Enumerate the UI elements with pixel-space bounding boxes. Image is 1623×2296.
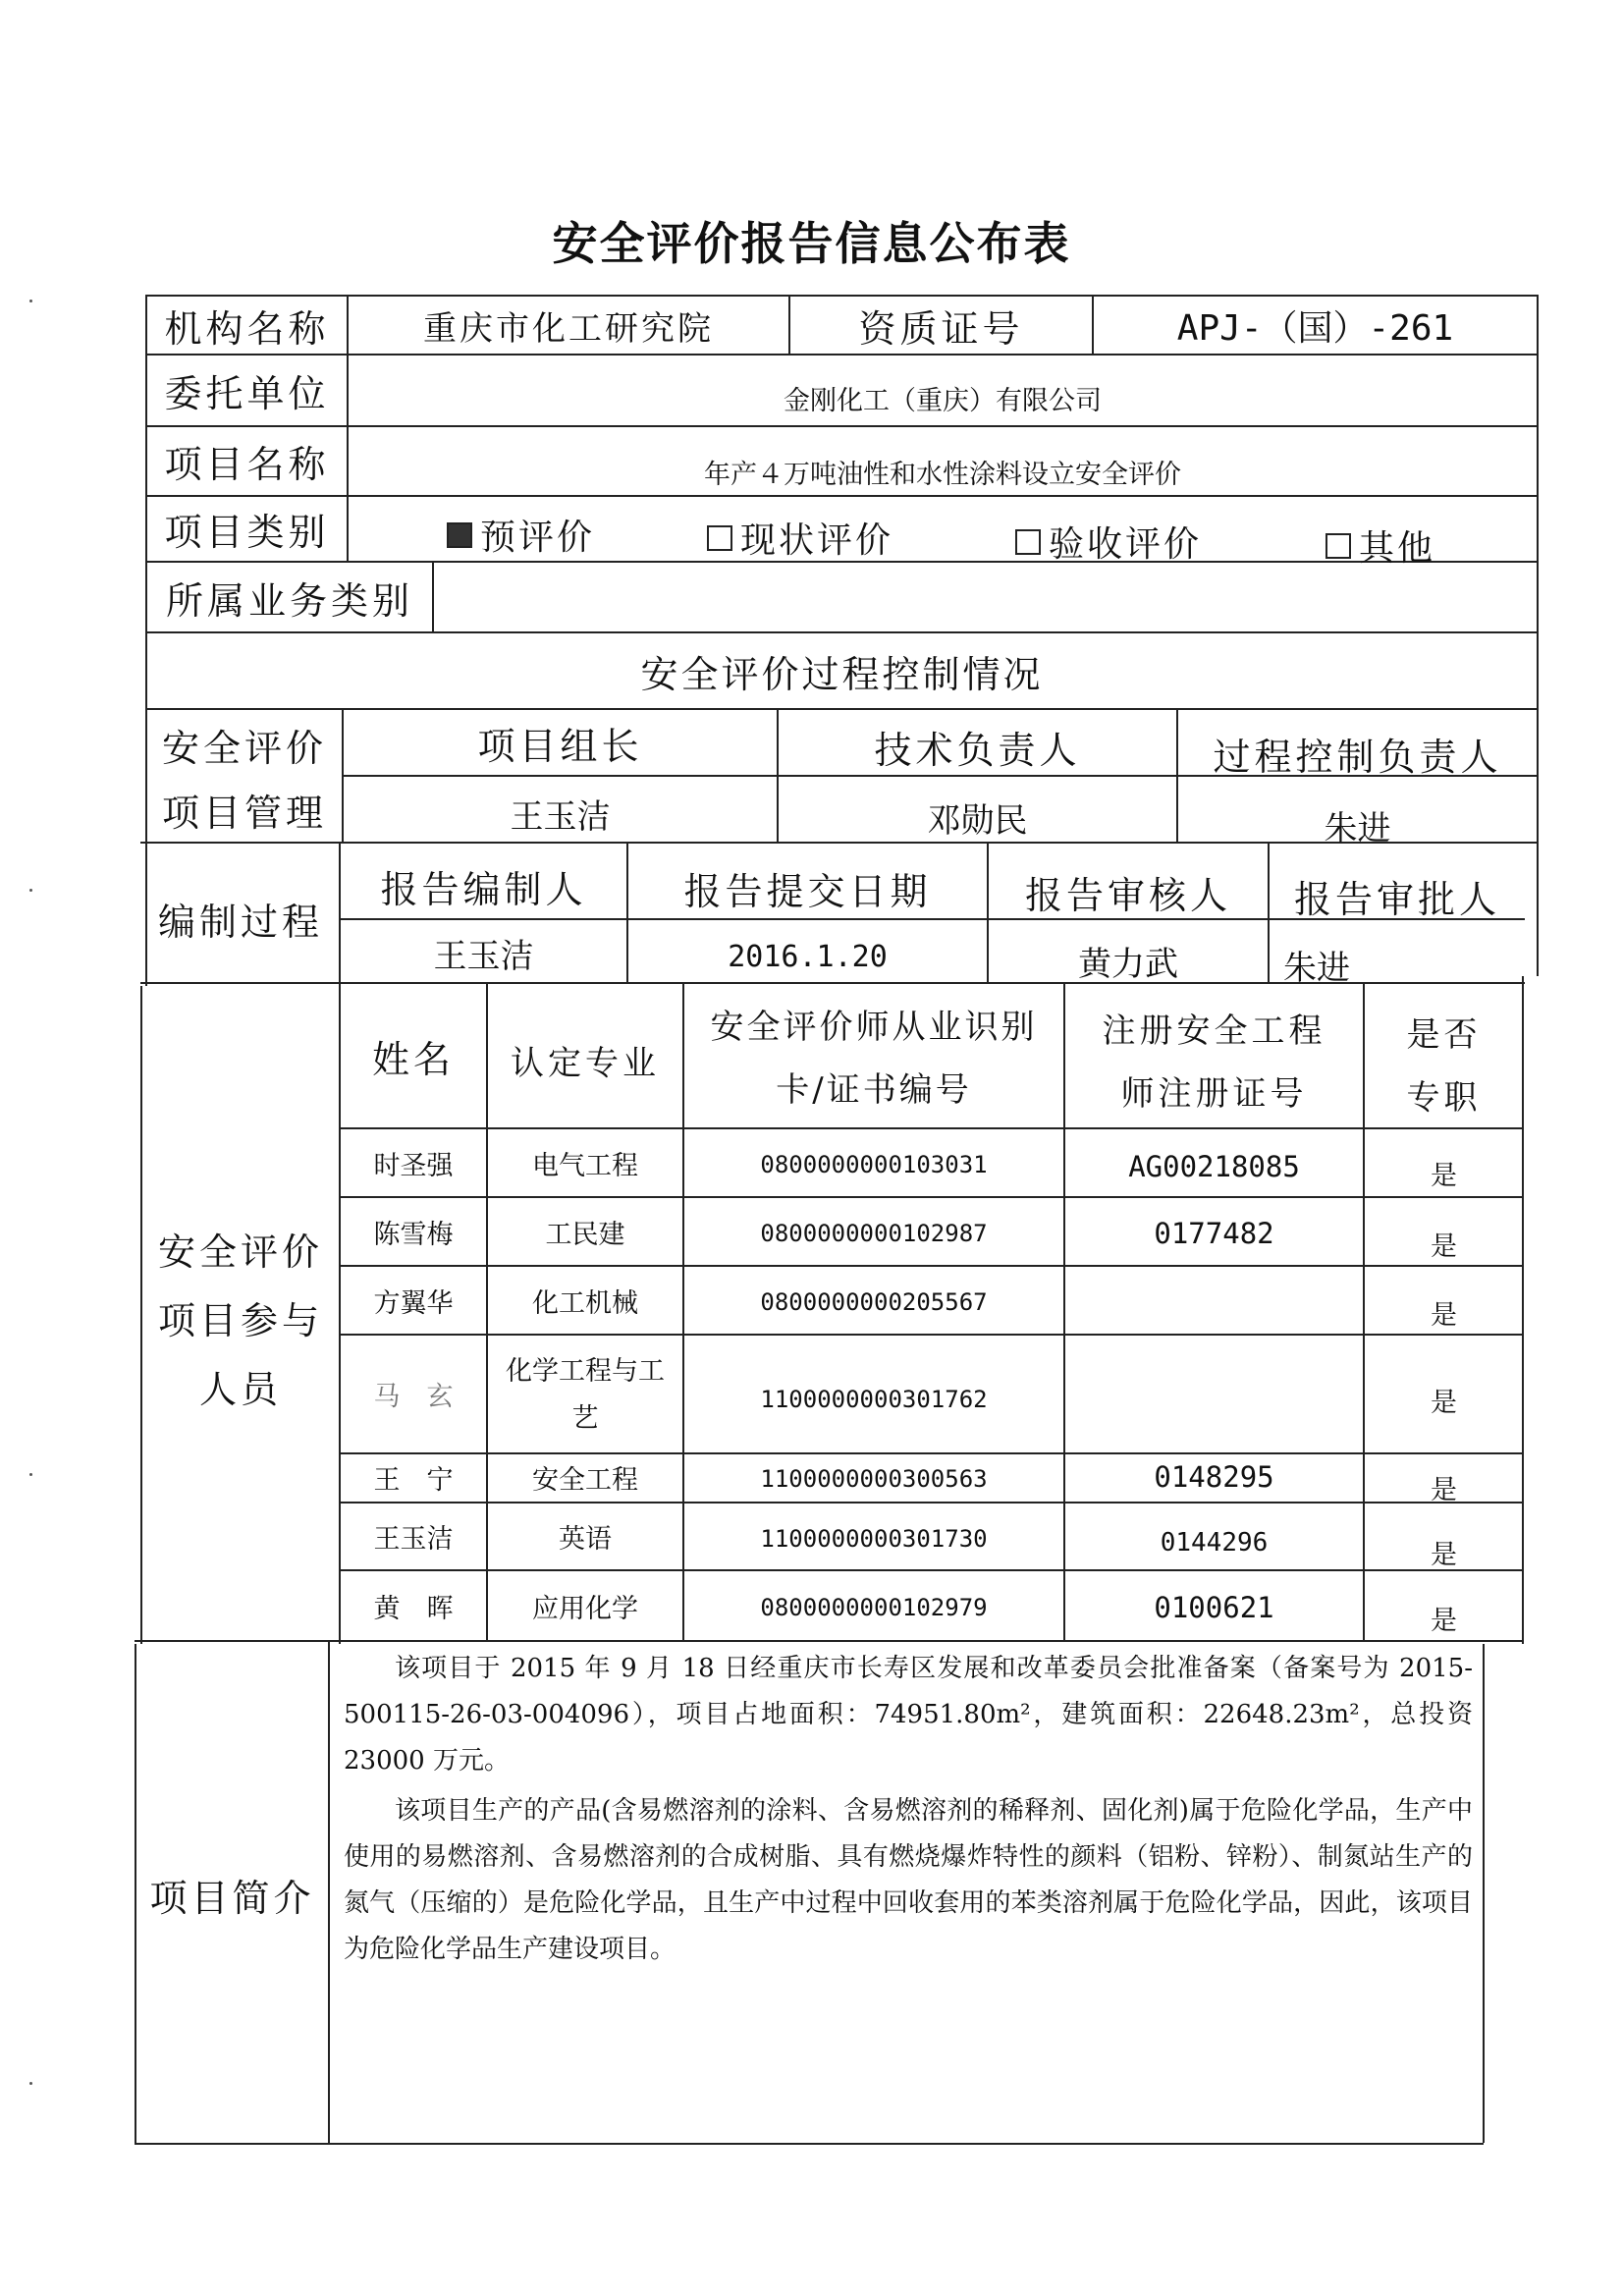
participant-fulltime: 是: [1431, 1299, 1457, 1331]
approver-header: 报告审批人: [1293, 877, 1500, 921]
participant-card: 0800000000102987: [760, 1220, 988, 1247]
checkbox-checked-icon: [447, 522, 472, 548]
participant-card: 1100000000301730: [760, 1524, 988, 1553]
participant-name: 王玉洁: [373, 1524, 454, 1555]
summary-label: 项目简介: [149, 1876, 315, 1920]
process-control-lead-header: 过程控制负责人: [1213, 735, 1502, 779]
project-name-value: 年产４万吨油性和水性涂料设立安全评价: [704, 460, 1181, 490]
participant-card: 0800000000205567: [760, 1288, 988, 1316]
org-name-value: 重庆市化工研究院: [423, 308, 714, 349]
header-card-number: 安全评价师从业识别 卡/证书编号: [710, 1008, 1038, 1110]
submit-date-value: 2016.1.20: [728, 939, 888, 974]
summary-text: [344, 1646, 1473, 1973]
participant-major: 化学工程与工艺: [506, 1356, 665, 1434]
process-control-heading: 安全评价过程控制情况: [640, 652, 1044, 696]
technical-lead-header: 技术负责人: [874, 728, 1081, 772]
header-full-time: 是否 专职: [1406, 1015, 1482, 1118]
technical-lead-value: 邓勋民: [927, 801, 1028, 841]
cert-number-value: APJ-（国）-261: [1176, 307, 1454, 349]
project-name-label: 项目名称: [164, 443, 330, 486]
submit-date-header: 报告提交日期: [683, 869, 932, 913]
participant-reg: 0148295: [1154, 1460, 1274, 1494]
category-option-acceptance-eval[interactable]: 验收评价: [1015, 517, 1202, 567]
process-control-lead-value: 朱进: [1324, 809, 1391, 848]
participant-major: 安全工程: [532, 1464, 638, 1496]
business-type-label: 所属业务类别: [165, 578, 413, 623]
participant-reg: [1065, 1269, 1363, 1336]
participant-reg: AG00218085: [1128, 1150, 1300, 1183]
page-title: 安全评价报告信息公布表: [552, 217, 1071, 270]
category-option-pre-eval[interactable]: 预评价: [447, 510, 595, 560]
participant-major: 工民建: [545, 1219, 625, 1250]
participants-label: 安全评价 项目参与 人员: [157, 1230, 323, 1411]
approver-value: 朱进: [1283, 948, 1350, 988]
participant-name: 王 宁: [373, 1464, 454, 1496]
team-leader-header: 项目组长: [477, 724, 643, 768]
cert-number-label: 资质证号: [858, 306, 1024, 351]
participant-name: 马 玄: [373, 1382, 454, 1412]
client-label: 委托单位: [164, 372, 330, 415]
participant-major: 英语: [559, 1524, 612, 1555]
participant-fulltime: 是: [1431, 1387, 1457, 1418]
header-registration-number: 注册安全工程 师注册证号: [1102, 1011, 1326, 1114]
participant-name: 时圣强: [373, 1150, 454, 1181]
participant-fulltime: 是: [1431, 1605, 1457, 1636]
reviewer-header: 报告审核人: [1024, 873, 1231, 917]
participant-major: 电气工程: [532, 1150, 638, 1181]
participant-card: 0800000000102979: [760, 1594, 988, 1621]
participant-name: 陈雪梅: [373, 1219, 454, 1250]
participant-name: 方翼华: [373, 1287, 454, 1319]
summary-paragraph: 该项目于 2015 年 9 月 18 日经重庆市长寿区发展和改革委员会批准备案（备案号为 2015-500115-26-03-004096），项目占地面积：74951.80m²，建筑面积：22648.23m²，总投资 23000 万元。: [344, 1654, 1473, 1776]
header-name: 姓名: [371, 1037, 455, 1081]
participant-reg: 0177482: [1154, 1217, 1274, 1250]
compiler-header: 报告编制人: [380, 867, 587, 911]
participant-major: 应用化学: [532, 1593, 638, 1624]
business-type-value: [434, 563, 1537, 631]
compiler-value: 王玉洁: [433, 936, 534, 976]
participant-card: 1100000000300563: [760, 1465, 988, 1493]
category-option-status-eval[interactable]: 现状评价: [707, 513, 893, 563]
checkbox-empty-icon: [707, 525, 732, 551]
participant-reg: 0100621: [1154, 1591, 1274, 1624]
participant-name: 黄 晖: [373, 1593, 454, 1624]
participant-card: 1100000000301762: [760, 1386, 988, 1413]
participant-fulltime: 是: [1431, 1474, 1457, 1505]
reviewer-value: 黄力武: [1078, 944, 1178, 984]
project-category-label: 项目类别: [164, 511, 330, 554]
participant-major: 化工机械: [532, 1287, 638, 1319]
client-value: 金刚化工（重庆）有限公司: [784, 386, 1102, 416]
summary-paragraph: 该项目生产的产品(含易燃溶剂的涂料、含易燃溶剂的稀释剂、固化剂)属于危险化学品，生产中使用的易燃溶剂、含易燃溶剂的合成树脂、具有燃烧爆炸特性的颜料（铝粉、锌粉）、制氮站生产的氮气（压缩的）是危险化学品，且生产中过程中回收套用的苯类溶剂属于危险化学品，因此，该项目为危险化学品生产建设项目。: [344, 1796, 1473, 1964]
category-option-other[interactable]: 其他: [1325, 520, 1435, 571]
checkbox-empty-icon: [1325, 533, 1351, 559]
management-label-line2: 项目管理: [161, 791, 327, 835]
checkbox-empty-icon: [1015, 529, 1041, 555]
participant-card: 0800000000103031: [760, 1151, 988, 1178]
header-major: 认定专业: [511, 1043, 660, 1083]
participant-reg: 0144296: [1160, 1527, 1269, 1558]
participant-fulltime: 是: [1431, 1540, 1457, 1570]
compilation-label: 编制过程: [157, 900, 323, 944]
participant-reg: [1065, 1347, 1363, 1451]
management-label-line1: 安全评价: [161, 726, 327, 770]
participant-fulltime: 是: [1431, 1160, 1457, 1191]
participant-fulltime: 是: [1431, 1230, 1457, 1262]
org-name-label: 机构名称: [164, 306, 330, 351]
team-leader-value: 王玉洁: [510, 797, 611, 837]
